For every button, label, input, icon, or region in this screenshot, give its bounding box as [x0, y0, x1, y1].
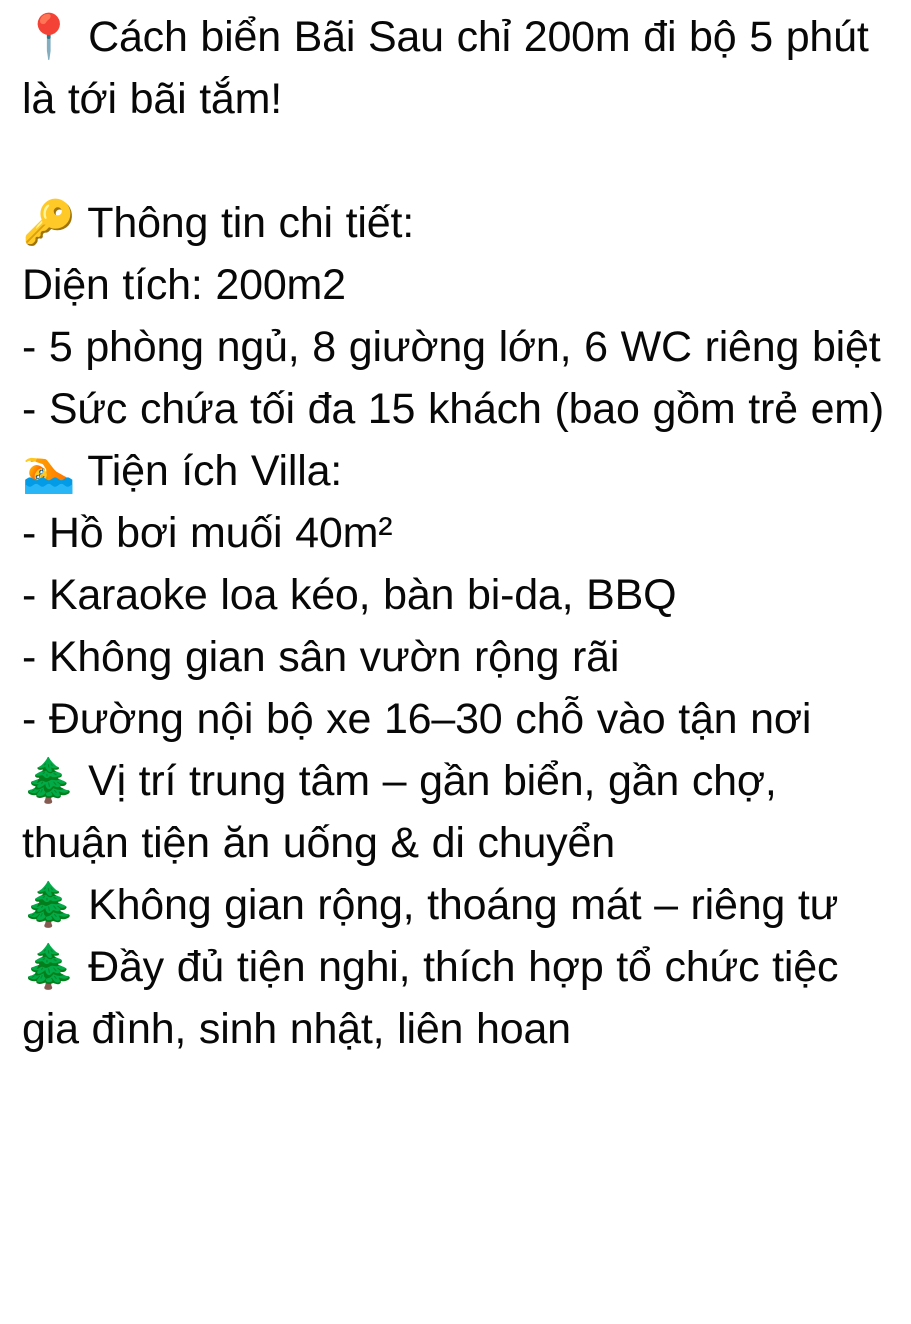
- paragraph-karaoke: - Karaoke loa kéo, bàn bi-da, BBQ: [22, 571, 677, 619]
- paragraph-details-heading: 🔑 Thông tin chi tiết:: [22, 199, 414, 247]
- paragraph-garden: - Không gian sân vườn rộng rãi: [22, 633, 620, 681]
- paragraph-intro: 📍 Cách biển Bãi Sau chỉ 200m đi bộ 5 phút là tới bãi tắm!: [22, 13, 882, 123]
- paragraph-rooms: - 5 phòng ngủ, 8 giường lớn, 6 WC riêng biệt: [22, 323, 881, 371]
- paragraph-area: Diện tích: 200m2: [22, 261, 346, 309]
- paragraph-road: - Đường nội bộ xe 16–30 chỗ vào tận nơi: [22, 695, 812, 743]
- paragraph-facilities: 🌲 Đầy đủ tiện nghi, thích hợp tổ chức tiệc gia đình, sinh nhật, liên hoan: [22, 943, 852, 1053]
- paragraph-spacer: [22, 130, 889, 192]
- paragraph-pool: - Hồ bơi muối 40m²: [22, 509, 393, 557]
- paragraph-location: 🌲 Vị trí trung tâm – gần biển, gần chợ, thuận tiện ăn uống & di chuyển: [22, 757, 790, 867]
- paragraph-amenities-heading: 🏊 Tiện ích Villa:: [22, 447, 343, 495]
- paragraph-space: 🌲 Không gian rộng, thoáng mát – riêng tư: [22, 881, 839, 929]
- paragraph-capacity: - Sức chứa tối đa 15 khách (bao gồm trẻ em): [22, 385, 885, 433]
